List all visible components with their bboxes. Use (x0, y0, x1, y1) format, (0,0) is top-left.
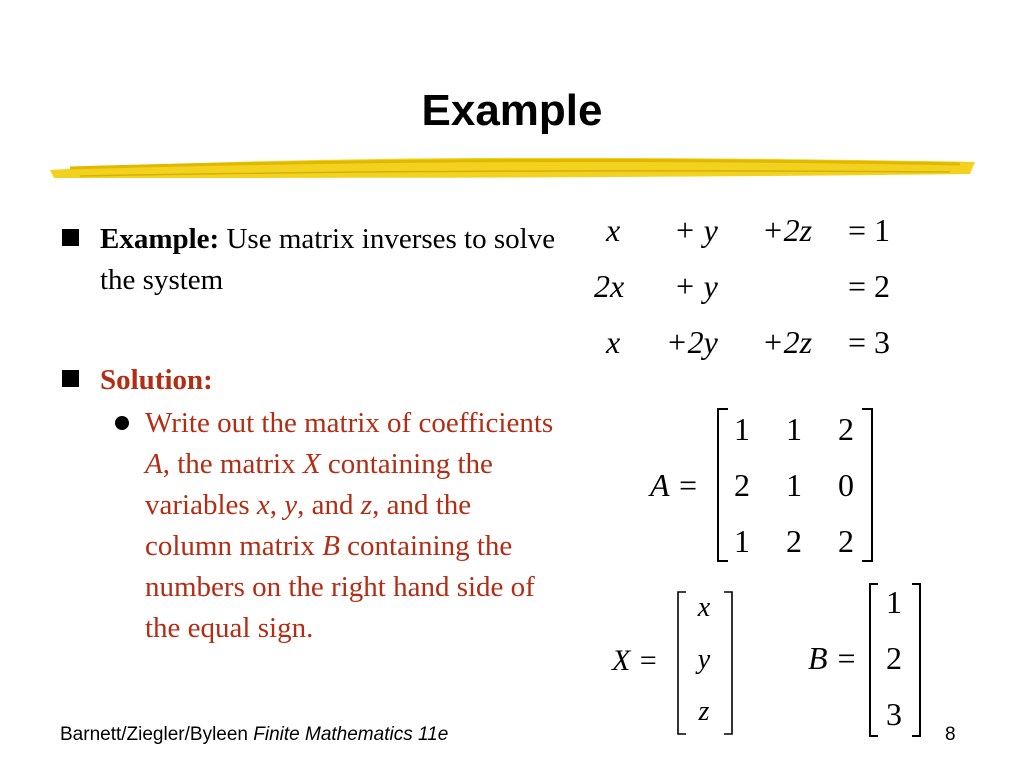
bullet-solution (60, 360, 580, 401)
slide-title: Example (421, 86, 603, 135)
example-label: Example: (100, 223, 220, 255)
eq-rhs: = 3 (848, 324, 891, 360)
eq-term: +2z (762, 212, 813, 248)
yellow-underline-decoration (40, 148, 980, 184)
var-a: A (145, 448, 163, 480)
sub-text: , the matrix (162, 448, 303, 480)
var-x-lower: x (256, 489, 270, 521)
matrix-b-cell: 2 (886, 640, 902, 676)
eq-term: +2z (762, 324, 813, 360)
matrix-a-cell: 1 (786, 411, 802, 447)
matrix-a-label: A = (650, 467, 699, 503)
eq-rhs: = 2 (848, 268, 891, 304)
matrix-a-cell: 1 (734, 523, 750, 559)
matrix-a-cell: 1 (786, 467, 802, 503)
square-bullet-icon (62, 229, 79, 246)
sub-text: Write out the matrix of coefficients (145, 407, 554, 439)
sub-text: , and (297, 489, 361, 521)
var-z-lower: z (360, 489, 373, 521)
footer-citation (60, 724, 448, 746)
var-x: X (302, 448, 321, 480)
matrix-a-cell: 1 (734, 411, 750, 447)
footer-authors: Barnett/Ziegler/Byleen (60, 724, 254, 745)
matrix-a-cell: 2 (838, 523, 854, 559)
matrix-a-cell: 2 (734, 467, 750, 503)
matrix-x-cell: z (698, 696, 710, 727)
example-text: Use matrix inverses to solve the system (100, 223, 556, 296)
matrix-a-cell: 0 (838, 467, 854, 503)
matrix-x-cell: y (697, 644, 711, 675)
matrix-b-cell: 3 (886, 696, 902, 732)
var-y-lower: y (284, 489, 298, 521)
footer-book-title: Finite Mathematics 11e (253, 724, 449, 745)
matrix-a-cell: 2 (786, 523, 802, 559)
eq-term: 2x (594, 268, 625, 304)
matrix-b-label: B = (808, 640, 858, 676)
eq-term: x (606, 212, 621, 248)
eq-term: x (606, 324, 621, 360)
matrix-a (650, 405, 880, 565)
sub-text: , (269, 489, 285, 521)
sub-bullet-instructions (60, 403, 565, 649)
eq-term: + y (674, 212, 718, 248)
square-bullet-icon (62, 370, 79, 387)
eq-term: + y (674, 268, 718, 304)
matrix-a-cell: 2 (838, 411, 854, 447)
sub-text: containing the numbers on the right hand side of the equal sign. (145, 530, 535, 644)
equation-system (590, 212, 920, 372)
matrix-x (610, 588, 740, 738)
sub-text: , and the column matrix (145, 489, 472, 562)
var-b: B (322, 530, 340, 562)
matrix-x-label: X = (612, 644, 659, 677)
matrix-b (808, 580, 938, 740)
eq-rhs: = 1 (848, 212, 891, 248)
matrix-x-cell: x (697, 592, 711, 623)
bullet-example (60, 219, 580, 301)
round-bullet-icon (115, 416, 129, 430)
sub-text: containing the variables (145, 448, 493, 521)
solution-label: Solution: (100, 364, 213, 396)
eq-term: +2y (666, 324, 718, 360)
matrix-b-cell: 1 (886, 584, 902, 620)
bullet-list (60, 219, 580, 649)
page-number: 8 (945, 724, 956, 745)
